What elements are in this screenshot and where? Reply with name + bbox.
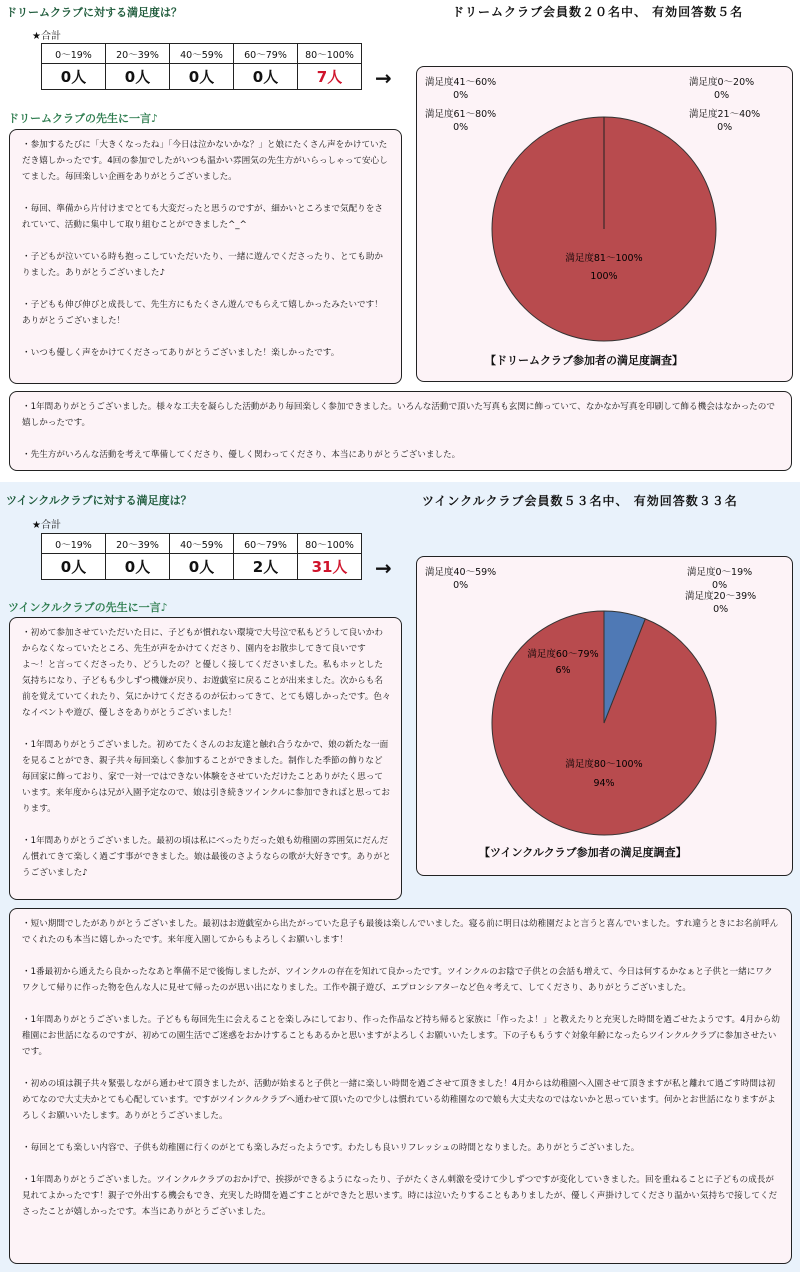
table-value-cell: 0人 [234, 64, 298, 90]
slice-pct: 0% [714, 90, 730, 101]
dream-comments-box-1 [9, 129, 402, 384]
table-value-cell: 0人 [42, 64, 106, 90]
twinkle-pie-chart-box [416, 556, 793, 876]
table-value-cell: 0人 [170, 554, 234, 580]
pie-slice-label: 満足度80～100% [565, 759, 643, 770]
slice-label: 満足度21～40% [689, 109, 761, 120]
dream-pie-chart [417, 67, 794, 383]
dream-satisfaction-title: ドリームクラブに対する満足度は？ [6, 6, 182, 19]
twinkle-sum-label: ★合計 [32, 520, 61, 531]
comment-text: ・毎回、準備から片付けまでとても大変だったと思うのですが、細かいところまで気配りをされていて、活動に集中して取り組むことができました^_^ [22, 204, 383, 230]
table-header-cell: 20～39% [106, 534, 170, 554]
dream-comments-box-2 [9, 391, 792, 471]
twinkle-comments-box-1 [9, 617, 402, 900]
table-value-cell: 0人 [106, 64, 170, 90]
table-value-cell: 0人 [170, 64, 234, 90]
slice-pct: 0% [717, 122, 733, 133]
table-value-cell: 0人 [42, 554, 106, 580]
comment-text: ・先生方がいろんな活動を考えて準備してくださり、優しく関わってくださり、本当にありがとうございました。 [22, 450, 461, 460]
slice-label: 満足度0～20% [689, 77, 755, 88]
twinkle-comments-box-2 [9, 908, 792, 1264]
twinkle-members-count: ツインクルクラブ会員数５３名中、 有効回答数３３名 [422, 494, 738, 508]
twinkle-satisfaction-title: ツインクルクラブに対する満足度は？ [6, 494, 192, 507]
comment-text: ・1年間ありがとうございました。初めてたくさんのお友達と触れ合うなかで、娘の新たな一面を見ることができ、親子共々毎回楽しく参加することができました。制作した季節の飾りなど毎回家に飾っており、家で一対一ではできない体験をさせていただけたことありがたく思っています。来年度からは兄が入園予定なので、娘は引き続きツインクルに参加できればと思っております。 [22, 740, 390, 814]
slice-pct: 0% [453, 122, 469, 133]
pie-slice-label: 満足度81～100% [565, 253, 643, 264]
comment-text: ・子どもが泣いている時も抱っこしていただいたり、一緒に遊んでくださったり、とても助かりました。ありがとうございました♪ [22, 252, 383, 278]
twinkle-teacher-title: ツインクルクラブの先生に一言♪ [8, 601, 168, 614]
comment-text: ・初めて参加させていただいた日に、子どもが慣れない環境で大号泣で私もどうして良いかわからなくなっていたところ、先生が声をかけてくださり、園内をお散歩してきて良いですよ〜！と言ってくださったり、どうしたの？と優しく接してくださいました。私もホッとした気持ちになり、子どもも少しずつ機嫌が戻り、お遊戯室に戻ることが出来ました。次からも名前を覚えていてくれたり、気にかけてくださるのが伝わってきて、とても嬉しかったです。色々なイベントや遊び、優しさをありがとうございました！ [22, 628, 391, 718]
comment-text: ・1年間ありがとうございました。子どもも毎回先生に会えることを楽しみにしており、作った作品など持ち帰ると家族に「作ったよ！」と教えたりと充実した時間を過ごせたようです。4月から幼稚園にお世話になるのですが、初めての園生活でご迷惑をおかけすることもあるかと思いますがよろしくお願いいたします。下の子ももうすぐ対象年齢になったらツインクルクラブに参加させたいです。 [22, 1015, 780, 1057]
slice-label: 満足度20～39% [685, 591, 757, 602]
slice-label: 満足度40～59% [425, 567, 497, 578]
slice-pct: 0% [712, 580, 728, 591]
table-header-cell: 40～59% [170, 534, 234, 554]
table-value-cell: 0人 [106, 554, 170, 580]
comment-text: ・参加するたびに「大きくなったね」「今日は泣かないかな？」と娘にたくさん声をかけていただき嬉しかったです。4回の参加でしたがいつも温かい雰囲気の先生方がいらっしゃって安心してました。毎回楽しい企画をありがとうございました。 [22, 140, 388, 182]
dream-teacher-title: ドリームクラブの先生に一言♪ [8, 112, 159, 125]
table-header-cell: 0～19% [42, 534, 106, 554]
table-value-cell: 2人 [234, 554, 298, 580]
pie-slice-value: 100% [590, 271, 618, 282]
table-header-cell: 20～39% [106, 44, 170, 64]
slice-label: 満足度0～19% [687, 567, 753, 578]
pie-slice-value: 6% [555, 665, 571, 676]
twinkle-club-section [0, 482, 800, 1272]
twinkle-chart-caption: 【ツインクルクラブ参加者の満足度調査】 [479, 846, 687, 859]
twinkle-pie-chart [417, 557, 794, 877]
comment-text: ・短い期間でしたがありがとうございました。最初はお遊戯室から出たがっていた息子も最後は楽しんでいました。寝る前に明日は幼稚園だよと言うと喜んでいました。すれ違うときにお名前呼んでくれたのも本当に嬉しかったです。来年度入園してからもよろしくお願いします！ [22, 919, 779, 945]
dream-club-section [0, 0, 800, 482]
comment-text: ・子どもも伸び伸びと成長して、先生方にもたくさん遊んでもらえて嬉しかったみたいです！ありがとうございました！ [22, 300, 383, 326]
slice-pct: 0% [453, 580, 469, 591]
comment-text: ・1年間ありがとうございました。様々な工夫を凝らした活動があり毎回楽しく参加できました。いろんな活動で頂いた写真も玄関に飾っていて、なかなか写真を印刷して飾る機会はなかったので嬉しかったです。 [22, 402, 775, 428]
table-header-cell: 60～79% [234, 44, 298, 64]
comment-text: ・1年間ありがとうございました。最初の頃は私にべったりだった娘も幼稚園の雰囲気にだんだん慣れてきて楽しく過ごす事ができました。娘は最後のさようならの歌が大好きです。ありがとうございました♪ [22, 836, 391, 878]
table-value-cell: 31人 [298, 554, 362, 580]
slice-label: 満足度41～60% [425, 77, 497, 88]
comment-text: ・毎回とても楽しい内容で、子供も幼稚園に行くのがとても楽しみだったようです。わたしも良いリフレッシュの時間となりました。ありがとうございました。 [22, 1143, 640, 1153]
dream-chart-caption: 【ドリームクラブ参加者の満足度調査】 [485, 354, 683, 367]
slice-pct: 0% [713, 604, 729, 615]
comment-text: ・いつも優しく声をかけてくださってありがとうございました！楽しかったです。 [22, 348, 340, 358]
comment-text: ・1年間ありがとうございました。ツインクルクラブのおかげで、挨拶ができるようになったり、子がたくさん刺激を受けて少しずつですが変化していきました。回を重ねることに子どもの成長が見れてよかったです！親子で外出する機会もでき、充実した時間を過ごすことができたと思います。時には泣いたりすることもありましたが、優しく声掛けしてくださり温かい気持ちで接してくださったことが嬉しかったです。本当にありがとうございました。 [22, 1175, 778, 1217]
table-header-cell: 0～19% [42, 44, 106, 64]
right-arrow-icon: → [375, 66, 392, 90]
table-header-cell: 40～59% [170, 44, 234, 64]
comment-text: ・1番最初から通えたら良かったなあと準備不足で後悔しましたが、ツインクルの存在を知れて良かったです。ツインクルのお陰で子供との会話も増えて、今日は何するかなぁと子供と一緒にワクワクして帰りに作った物を色んな人に見せて帰ったのが思い出になりました。工作や親子遊び、エプロンシアターなど色々考えて、してくださり、ありがとうございました。 [22, 967, 773, 993]
dream-satisfaction-table [41, 43, 362, 90]
dream-pie-chart-box [416, 66, 793, 382]
table-header-cell: 80～100% [298, 534, 362, 554]
dream-members-count: ドリームクラブ会員数２０名中、 有効回答数５名 [452, 5, 744, 19]
twinkle-satisfaction-table [41, 533, 362, 580]
table-header-cell: 60～79% [234, 534, 298, 554]
pie-slice-value: 94% [593, 778, 615, 789]
pie-slice-label: 満足度60～79% [527, 649, 599, 660]
dream-sum-label: ★合計 [32, 31, 61, 42]
table-value-cell: 7人 [298, 64, 362, 90]
right-arrow-icon: → [375, 556, 392, 580]
table-header-cell: 80～100% [298, 44, 362, 64]
slice-pct: 0% [453, 90, 469, 101]
comment-text: ・初めの頃は親子共々緊張しながら通わせて頂きましたが、活動が始まると子供と一緒に楽しい時間を過ごさせて頂きました！4月からは幼稚園へ入園させて頂きますが私と離れて過ごす時間は初めてなので大丈夫かとても心配しています。ですがツインクルクラブへ通わせて頂いたので少しは慣れている幼稚園なので娘も大丈夫なのではないかと思っています。何かとお世話になりますがよろしくお願いいたします。ありがとうございました。 [22, 1079, 776, 1121]
slice-label: 満足度61～80% [425, 109, 497, 120]
